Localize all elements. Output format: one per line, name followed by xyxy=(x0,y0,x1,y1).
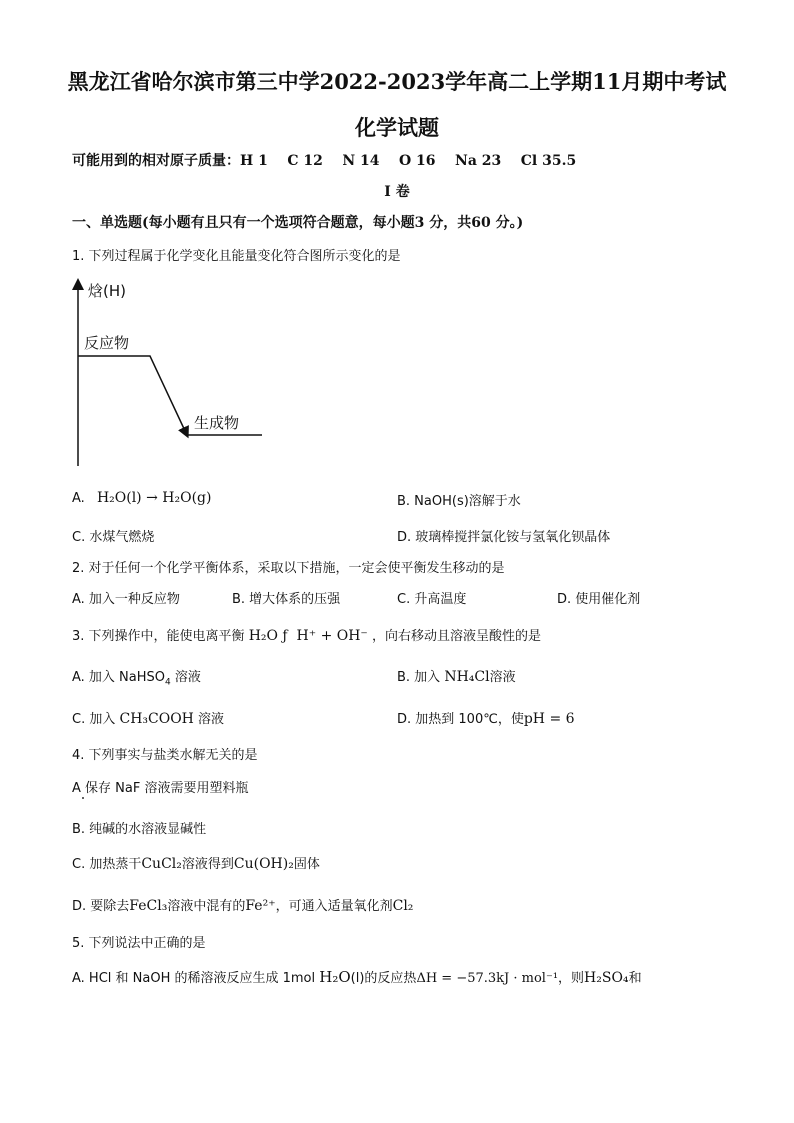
section-heading: I 卷 xyxy=(384,184,410,200)
option-label: A. xyxy=(72,491,85,506)
option-text: 溶液 xyxy=(489,670,516,685)
chemical-formula: FeCl₃ xyxy=(129,898,168,914)
option-text: 溶液 xyxy=(170,670,201,685)
q2-option-c[interactable]: C. 升高温度 xyxy=(397,592,467,607)
subscript: 4 xyxy=(165,677,171,688)
option-text: C. 加热蒸干 xyxy=(72,857,142,872)
q1-option-a[interactable] xyxy=(72,490,211,506)
atomic-masses: 可能用到的相对原子质量：H 1 C 12 N 14 O 16 Na 23 Cl 35.5 xyxy=(72,153,577,169)
option-text: B. 加入 xyxy=(397,670,441,685)
q3-option-b[interactable] xyxy=(397,666,516,685)
stray-mark xyxy=(82,797,84,799)
q2-option-a[interactable]: A. 加入一种反应物 xyxy=(72,592,180,607)
ph-value: pH = 6 xyxy=(523,711,575,727)
enthalpy-diagram xyxy=(60,270,280,475)
q3-option-c[interactable] xyxy=(72,708,224,727)
option-text: 溶液得到 xyxy=(181,857,234,872)
ion-formula: Fe²⁺ xyxy=(245,898,276,914)
option-text: C. 加入 xyxy=(72,712,116,727)
chemical-formula: Cu(OH)₂ xyxy=(233,856,294,872)
q3-option-a[interactable] xyxy=(72,666,201,688)
q1-option-c[interactable]: C. 水煤气燃烧 xyxy=(72,530,155,545)
chemical-formula: NH₄Cl xyxy=(444,669,490,685)
chemical-formula: Cl₂ xyxy=(392,898,414,914)
stem-text: ，向右移动且溶液呈酸性的是 xyxy=(371,629,541,644)
question-4-stem: 4. 下列事实与盐类水解无关的是 xyxy=(72,748,258,763)
option-text: 和 xyxy=(628,971,642,986)
option-text: H₂O(l) → H₂O(g) xyxy=(96,490,212,506)
option-text: D. 要除去 xyxy=(72,899,130,914)
q4-option-b[interactable]: B. 纯碱的水溶液显碱性 xyxy=(72,822,207,837)
option-text: 溶液中混有的 xyxy=(167,899,246,914)
energy-path xyxy=(78,356,186,433)
question-5-stem: 5. 下列说法中正确的是 xyxy=(72,936,206,951)
q2-option-b[interactable]: B. 增大体系的压强 xyxy=(232,592,341,607)
option-text: 溶液 xyxy=(198,712,225,727)
chemical-formula: H₂O xyxy=(319,968,351,986)
option-text: ，可通入适量氧化剂 xyxy=(275,899,393,914)
option-text: (l)的反应热 xyxy=(350,971,417,986)
option-text: A. HCl 和 NaOH 的稀溶液反应生成 1mol xyxy=(72,971,320,986)
q4-option-a[interactable]: A 保存 NaF 溶液需要用塑料瓶 xyxy=(72,781,249,796)
q2-option-d[interactable]: D. 使用催化剂 xyxy=(557,592,641,607)
product-label: 生成物 xyxy=(194,414,240,432)
y-axis-label: 焓(H) xyxy=(88,282,126,300)
chemical-formula: CuCl₂ xyxy=(141,856,182,872)
chemical-formula: H₂SO₄ xyxy=(584,970,629,986)
exam-title: 黑龙江省哈尔滨市第三中学2022-2023学年高二上学期11月期中考试 xyxy=(67,69,727,94)
q4-option-d[interactable] xyxy=(72,895,413,914)
option-text: ，则 xyxy=(558,971,585,986)
exam-subtitle: 化学试题 xyxy=(355,115,439,140)
reactant-label: 反应物 xyxy=(84,334,130,352)
option-text: A. 加入 NaHSO xyxy=(72,670,166,685)
q5-option-a[interactable] xyxy=(72,967,642,986)
q3-option-d[interactable] xyxy=(397,708,575,727)
question-1-stem: 1. 下列过程属于化学变化且能量变化符合图所示变化的是 xyxy=(72,249,401,264)
q1-option-d[interactable]: D. 玻璃棒搅拌氯化铵与氢氧化钡晶体 xyxy=(397,530,611,545)
ionization-equation: H₂O ƒ H⁺ + OH⁻ xyxy=(248,628,368,644)
option-text: 固体 xyxy=(293,857,320,872)
q4-option-c[interactable] xyxy=(72,853,320,872)
chemical-formula: CH₃COOH xyxy=(119,711,194,727)
question-3-stem xyxy=(72,625,541,644)
q1-option-b[interactable]: B. NaOH(s)溶解于水 xyxy=(397,494,521,509)
reaction-heat: ΔH = −57.3kJ · mol⁻¹ xyxy=(416,971,559,986)
part-instruction: 一、单选题(每小题有且只有一个选项符合题意，每小题3 分，共60 分。) xyxy=(72,215,524,231)
stem-text: 3. 下列操作中，能使电离平衡 xyxy=(72,629,245,644)
option-text: D. 加热到 100℃，使 xyxy=(397,712,524,727)
question-2-stem: 2. 对于任何一个化学平衡体系，采取以下措施，一定会使平衡发生移动的是 xyxy=(72,561,505,576)
